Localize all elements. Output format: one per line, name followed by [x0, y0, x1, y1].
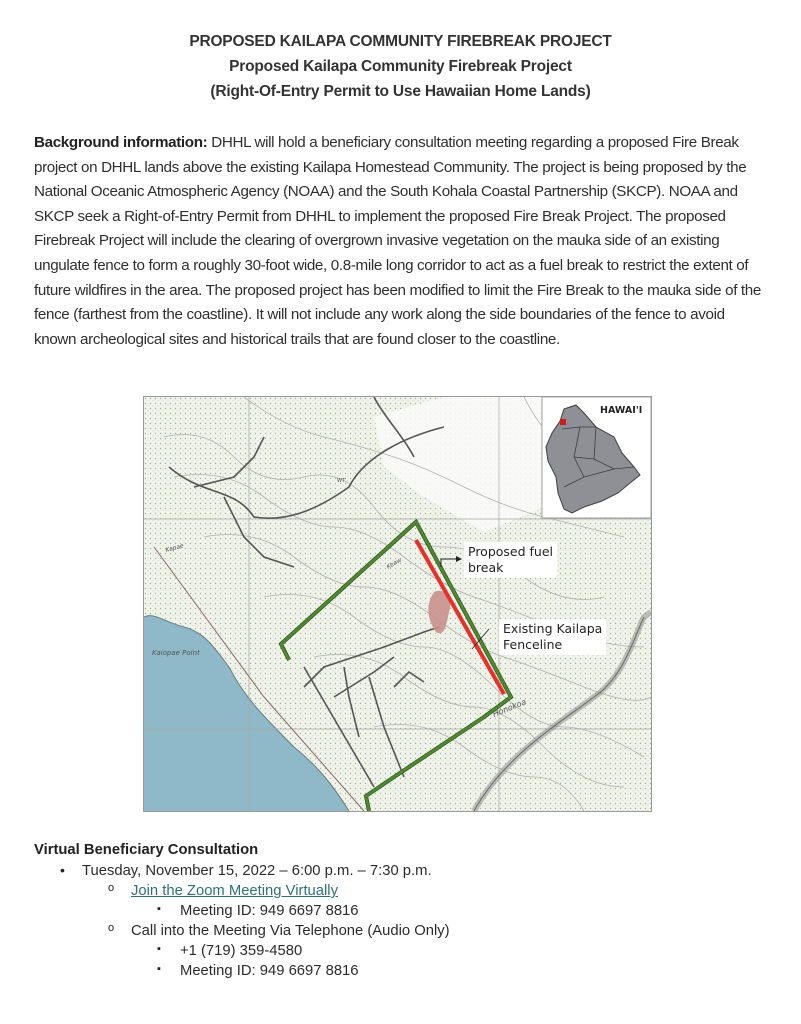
map-label-wt: WT	[337, 478, 345, 484]
callout-existing-fenceline	[499, 619, 606, 655]
map-label-gulch: Honokoa	[491, 697, 528, 719]
map-label-keawewai: Keaw	[385, 556, 403, 571]
document-title: Proposed Kailapa Community Firebreak Project	[229, 58, 572, 75]
document-title-upper: PROPOSED KAILAPA COMMUNITY FIREBREAK PROJECT	[189, 33, 612, 50]
location-marker	[560, 419, 566, 425]
callout-line: break	[468, 560, 504, 575]
zoom-meeting-id: Meeting ID: 949 6697 8816	[180, 903, 359, 919]
bullet-level2: o	[108, 882, 115, 894]
map-label-kapae: Kapae	[164, 542, 185, 554]
project-map	[143, 396, 652, 812]
bullet-level3: ▪	[157, 903, 161, 915]
bullet-level2: o	[108, 922, 115, 934]
background-text: DHHL will hold a beneficiary consultation meeting regarding a proposed Fire Break project on DHHL lands above the existing Kailapa Homestead Community. The project is being proposed by the National Oceanic Atmospheric Agency (NOAA) and the South Kohala Coastal Partnership (SKCP). NOAA and SKCP seek a Right-of-Entry Permit from DHHL to implement the proposed Fire Break Project. The proposed Firebreak Project will include the clearing of overgrown invasive vegetation on the mauka side of an existing ungulate fence to form a roughly 30-foot wide, 0.8-mile long corridor to act as a fuel break to restrict the extent of future wildfires in the area. The proposed project has been modified to limit the Fire Break to the mauka side of the fence (farthest from the coastline). It will not include any work along the side boundaries of the fence to avoid known archeological sites and historical trails that are found closer to the coastline.	[34, 134, 761, 348]
phone-meeting-id: Meeting ID: 949 6697 8816	[180, 963, 359, 979]
callout-line: Proposed fuel	[468, 544, 554, 559]
bullet-level1: •	[60, 862, 65, 878]
document-subtitle: (Right-Of-Entry Permit to Use Hawaiian Home Lands)	[210, 83, 591, 100]
zoom-meeting-link[interactable]: Join the Zoom Meeting Virtually	[131, 883, 338, 899]
callout-line: Existing Kailapa	[503, 621, 603, 636]
background-label: Background information:	[34, 134, 208, 151]
bullet-level3: ▪	[157, 963, 161, 975]
callout-line: Fenceline	[503, 637, 563, 652]
background-paragraph	[34, 131, 769, 352]
callout-proposed-fuel-break	[464, 542, 557, 578]
consultation-heading: Virtual Beneficiary Consultation	[34, 842, 259, 858]
meeting-date: Tuesday, November 15, 2022 – 6:00 p.m. – 7:30 p.m.	[82, 863, 432, 879]
topographic-map-graphic	[144, 397, 651, 811]
phone-number: +1 (719) 359-4580	[180, 943, 303, 959]
bullet-level3: ▪	[157, 943, 161, 955]
map-label-point: Kaiopae Point	[152, 649, 200, 657]
inset-label-hawaii: HAWAI'I	[600, 405, 643, 416]
phone-option: Call into the Meeting Via Telephone (Audio Only)	[131, 923, 450, 939]
